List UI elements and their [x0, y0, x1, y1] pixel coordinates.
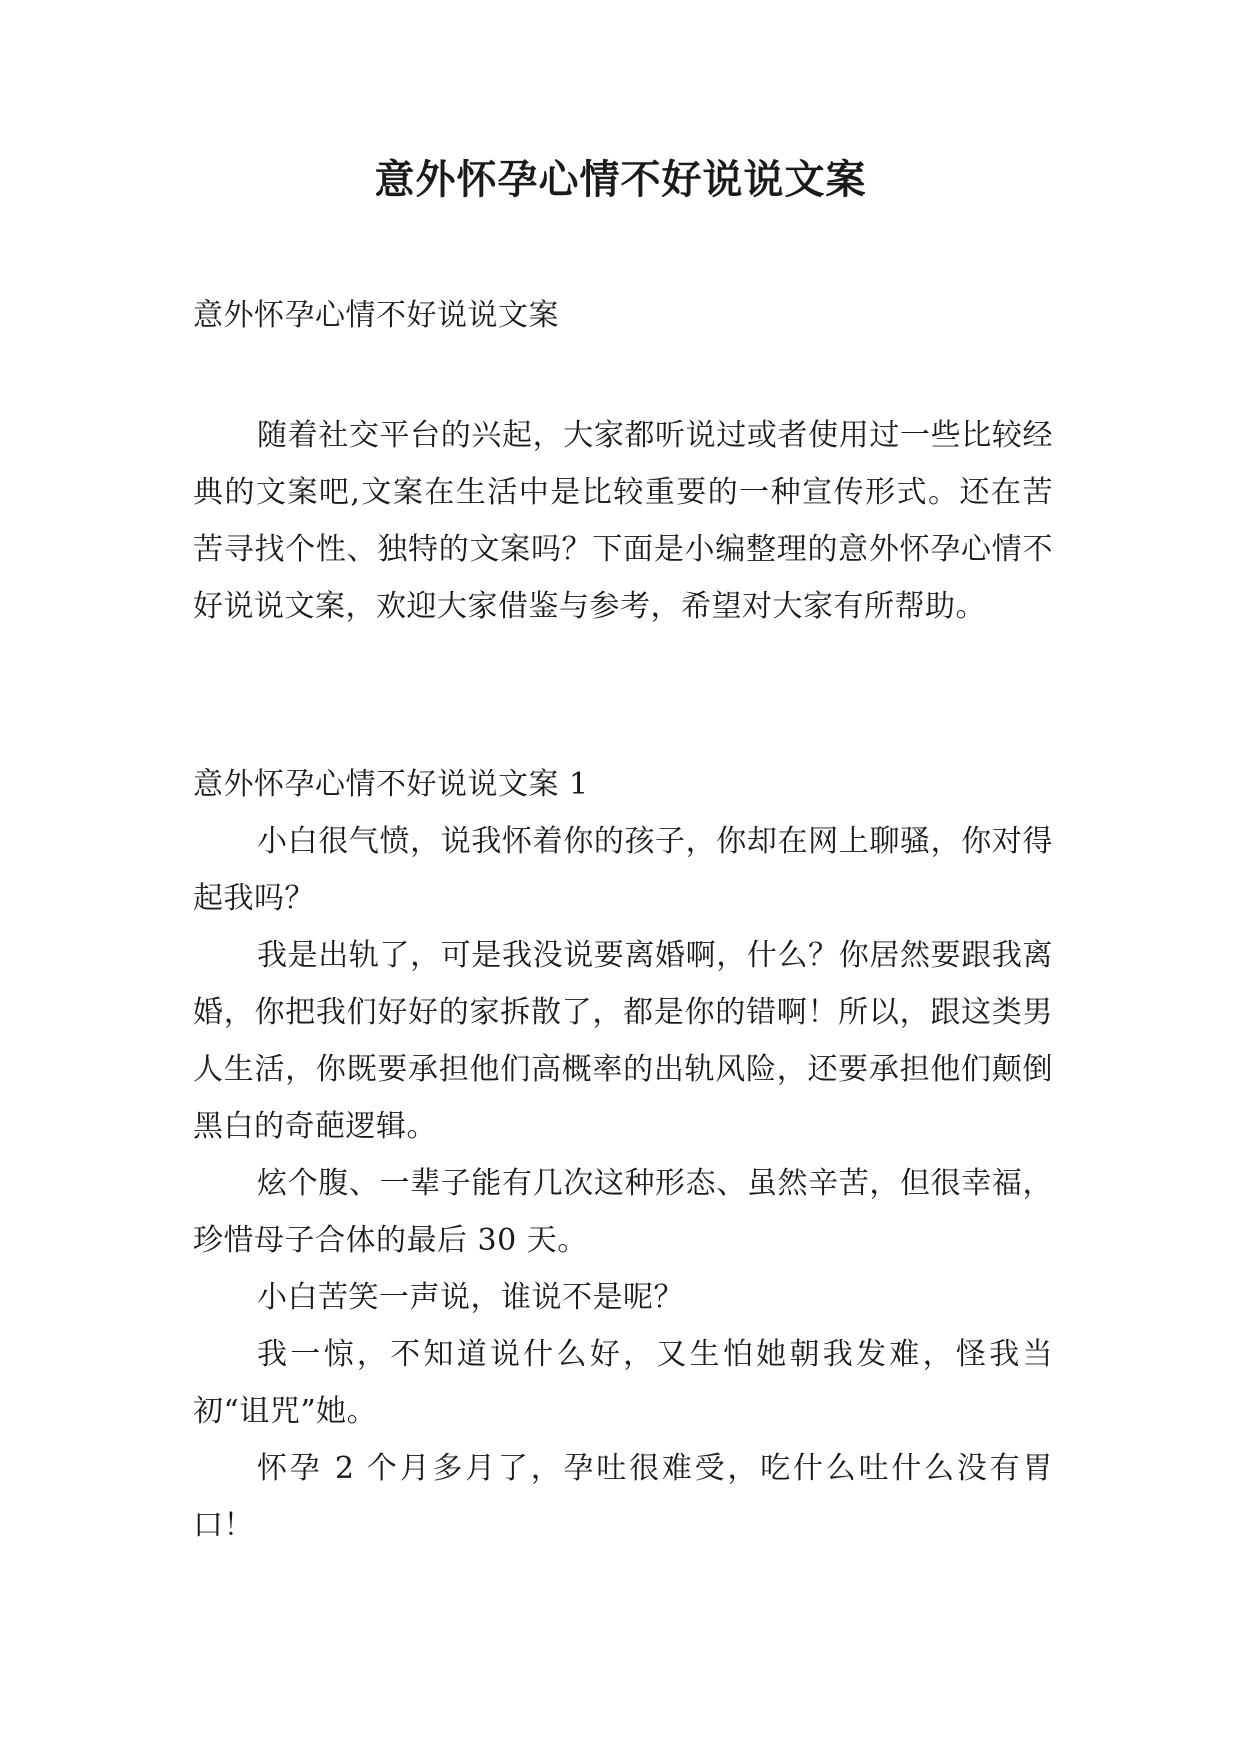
intro-paragraph: 随着社交平台的兴起，大家都听说过或者使用过一些比较经典的文案吧,文案在生活中是比较重要的一种宣传形式。还在苦苦寻找个性、独特的文案吗？下面是小编整理的意外怀孕心情不好说说文案，欢迎大家借鉴与参考，希望对大家有所帮助。	[193, 418, 1053, 624]
section-heading: 意外怀孕心情不好说说文案 1	[193, 767, 589, 802]
document-subtitle: 意外怀孕心情不好说说文案	[193, 298, 559, 333]
body-paragraph: 怀孕 2 个月多月了，孕吐很难受，吃什么吐什么没有胃口！	[193, 1451, 1053, 1543]
document-title: 意外怀孕心情不好说说文案	[374, 157, 867, 203]
body-paragraph: 小白苦笑一声说，谁说不是呢？	[257, 1280, 684, 1315]
body-paragraph: 我一惊，不知道说什么好，又生怕她朝我发难，怪我当初“诅咒”她。	[193, 1337, 1053, 1429]
body-paragraph: 小白很气愤，说我怀着你的孩子，你却在网上聊骚，你对得起我吗？	[193, 824, 1053, 916]
section-body	[193, 813, 1053, 1554]
body-paragraph: 炫个腹、一辈子能有几次这种形态、虽然辛苦，但很幸福，珍惜母子合体的最后 30 天。	[193, 1166, 1053, 1258]
body-paragraph: 我是出轨了，可是我没说要离婚啊，什么？你居然要跟我离婚，你把我们好好的家拆散了，都是你的错啊！所以，跟这类男人生活，你既要承担他们高概率的出轨风险，还要承担他们颠倒黑白的奇葩逻辑。	[193, 938, 1053, 1144]
